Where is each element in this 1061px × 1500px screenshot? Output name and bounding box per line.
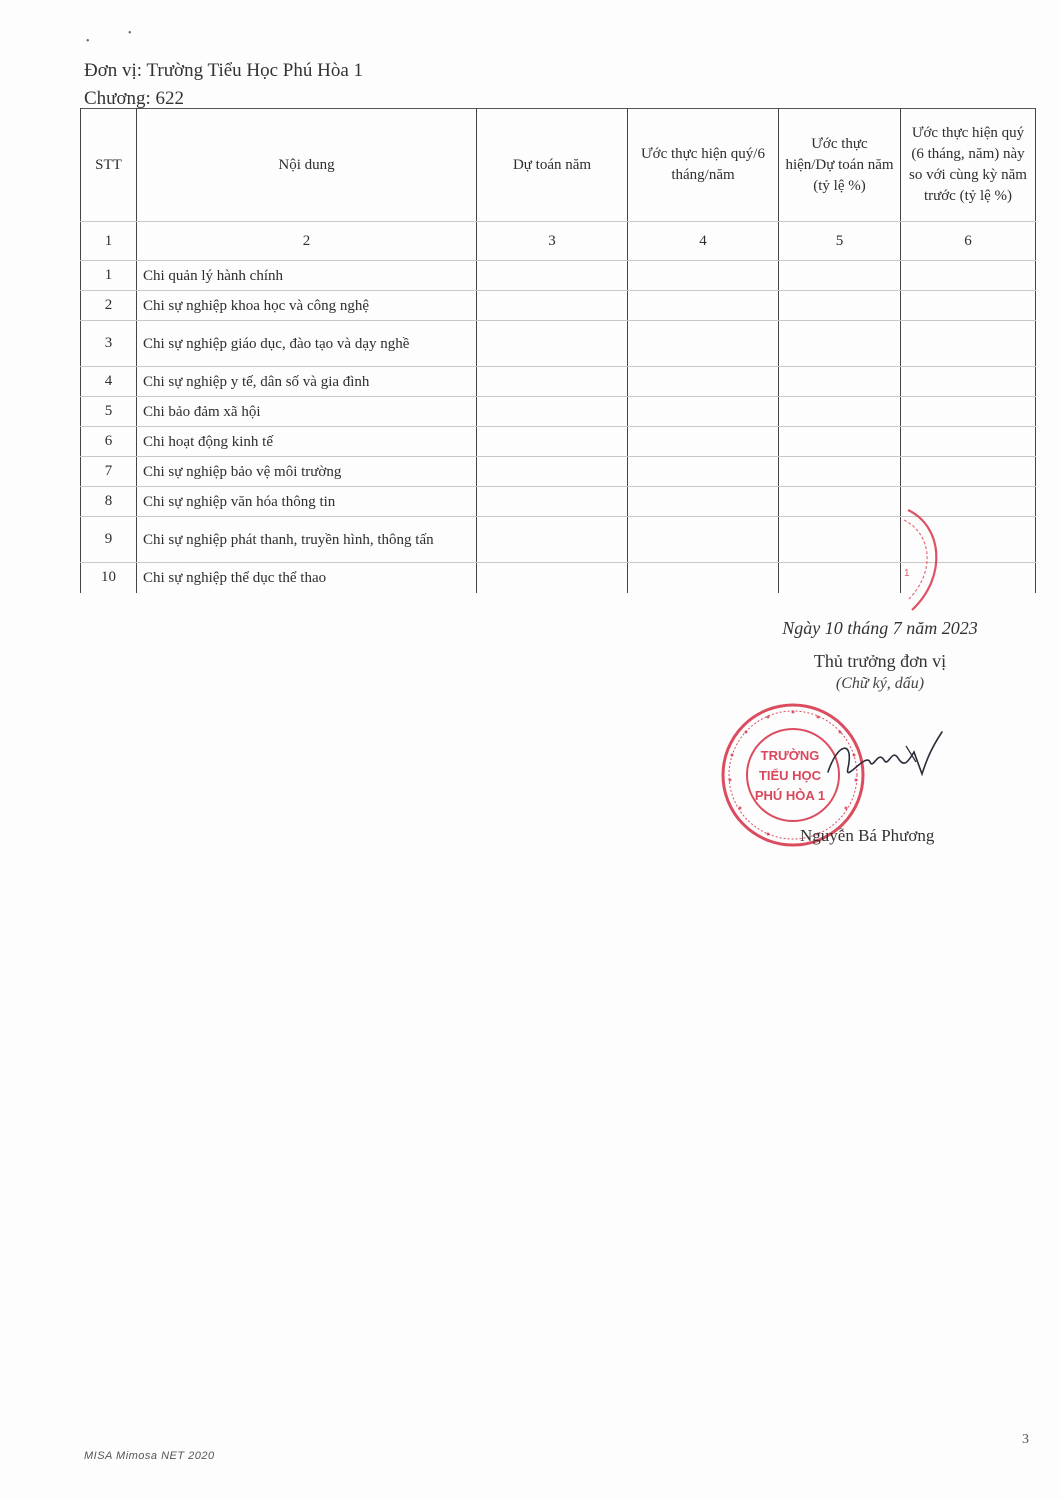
column-number: 3 xyxy=(477,222,628,261)
unit-name: Đơn vị: Trường Tiểu Học Phú Hòa 1 xyxy=(84,60,364,81)
empty-cell xyxy=(779,457,901,487)
empty-cell xyxy=(901,321,1036,367)
empty-cell xyxy=(477,261,628,291)
empty-cell xyxy=(477,427,628,457)
row-content: Chi sự nghiệp phát thanh, truyền hình, thông tấn xyxy=(137,517,477,563)
signer-name: Nguyễn Bá Phương xyxy=(800,826,935,845)
empty-cell xyxy=(477,457,628,487)
empty-cell xyxy=(477,517,628,563)
empty-cell xyxy=(628,397,779,427)
table-row xyxy=(81,427,1036,457)
stamp-text-line3: PHÚ HÒA 1 xyxy=(754,788,826,803)
empty-cell xyxy=(901,291,1036,321)
stamp-text-line1: TRƯỜNG xyxy=(760,748,820,763)
row-content: Chi sự nghiệp giáo dục, đào tạo và dạy nghề xyxy=(137,321,477,367)
empty-cell xyxy=(628,457,779,487)
empty-cell xyxy=(901,367,1036,397)
empty-cell xyxy=(477,291,628,321)
row-content: Chi quản lý hành chính xyxy=(137,261,477,291)
row-content: Chi sự nghiệp khoa học và công nghệ xyxy=(137,291,477,321)
sign-note: (Chữ ký, dấu) xyxy=(835,675,925,692)
sign-date: Ngày 10 tháng 7 năm 2023 xyxy=(782,618,978,638)
column-header-content: Nội dung xyxy=(137,109,477,222)
empty-cell xyxy=(628,517,779,563)
sign-title: Thủ trưởng đơn vị xyxy=(813,651,947,671)
column-number-row xyxy=(81,222,1036,261)
empty-cell xyxy=(779,291,901,321)
row-stt: 3 xyxy=(81,321,137,367)
table-row xyxy=(81,397,1036,427)
row-content: Chi sự nghiệp thể dục thể thao xyxy=(137,563,477,593)
empty-cell xyxy=(779,487,901,517)
column-number: 4 xyxy=(628,222,779,261)
seam-stamp-icon xyxy=(890,506,950,616)
empty-cell xyxy=(477,321,628,367)
footer-software: MISA Mimosa NET 2020 xyxy=(84,1450,215,1462)
column-header-year-over-year-ratio: Ước thực hiện quý (6 tháng, năm) này so với cùng kỳ năm trước (tỷ lệ %) xyxy=(901,109,1036,222)
row-stt: 10 xyxy=(81,563,137,593)
row-content: Chi sự nghiệp bảo vệ môi trường xyxy=(137,457,477,487)
empty-cell xyxy=(779,397,901,427)
scan-speck: • xyxy=(128,28,132,39)
row-stt: 9 xyxy=(81,517,137,563)
table-header-row xyxy=(81,109,1036,222)
empty-cell xyxy=(901,457,1036,487)
empty-cell xyxy=(628,291,779,321)
table-row xyxy=(81,261,1036,291)
column-number: 6 xyxy=(901,222,1036,261)
empty-cell xyxy=(779,367,901,397)
column-header-performance-ratio: Ước thực hiện/Dự toán năm (tỷ lệ %) xyxy=(779,109,901,222)
table-row xyxy=(81,321,1036,367)
empty-cell xyxy=(628,563,779,593)
row-content: Chi bảo đảm xã hội xyxy=(137,397,477,427)
handwritten-signature-icon xyxy=(818,722,948,792)
empty-cell xyxy=(477,487,628,517)
empty-cell xyxy=(901,427,1036,457)
scan-speck: • xyxy=(86,36,90,47)
column-number: 5 xyxy=(779,222,901,261)
empty-cell xyxy=(628,321,779,367)
column-header-annual-estimate: Dự toán năm xyxy=(477,109,628,222)
empty-cell xyxy=(477,563,628,593)
row-stt: 1 xyxy=(81,261,137,291)
row-stt: 6 xyxy=(81,427,137,457)
row-content: Chi sự nghiệp y tế, dân số và gia đình xyxy=(137,367,477,397)
signature-block xyxy=(720,618,1040,693)
table-row xyxy=(81,367,1036,397)
empty-cell xyxy=(779,517,901,563)
empty-cell xyxy=(779,321,901,367)
row-stt: 2 xyxy=(81,291,137,321)
row-stt: 7 xyxy=(81,457,137,487)
empty-cell xyxy=(779,261,901,291)
empty-cell xyxy=(628,487,779,517)
svg-text:1: 1 xyxy=(904,568,910,579)
empty-cell xyxy=(628,261,779,291)
column-header-estimated-performance: Ước thực hiện quý/6 tháng/năm xyxy=(628,109,779,222)
page-number: 3 xyxy=(1022,1432,1029,1447)
chapter-code: Chương: 622 xyxy=(84,88,185,109)
column-number: 1 xyxy=(81,222,137,261)
empty-cell xyxy=(477,367,628,397)
row-stt: 8 xyxy=(81,487,137,517)
column-header-stt: STT xyxy=(81,109,137,222)
empty-cell xyxy=(779,427,901,457)
table-row xyxy=(81,457,1036,487)
stamp-text-line2: TIỂU HỌC xyxy=(758,768,822,783)
empty-cell xyxy=(628,427,779,457)
empty-cell xyxy=(779,563,901,593)
row-stt: 4 xyxy=(81,367,137,397)
empty-cell xyxy=(628,367,779,397)
row-content: Chi hoạt động kinh tế xyxy=(137,427,477,457)
empty-cell xyxy=(477,397,628,427)
table-row xyxy=(81,291,1036,321)
empty-cell xyxy=(901,261,1036,291)
row-stt: 5 xyxy=(81,397,137,427)
empty-cell xyxy=(901,397,1036,427)
row-content: Chi sự nghiệp văn hóa thông tin xyxy=(137,487,477,517)
column-number: 2 xyxy=(137,222,477,261)
